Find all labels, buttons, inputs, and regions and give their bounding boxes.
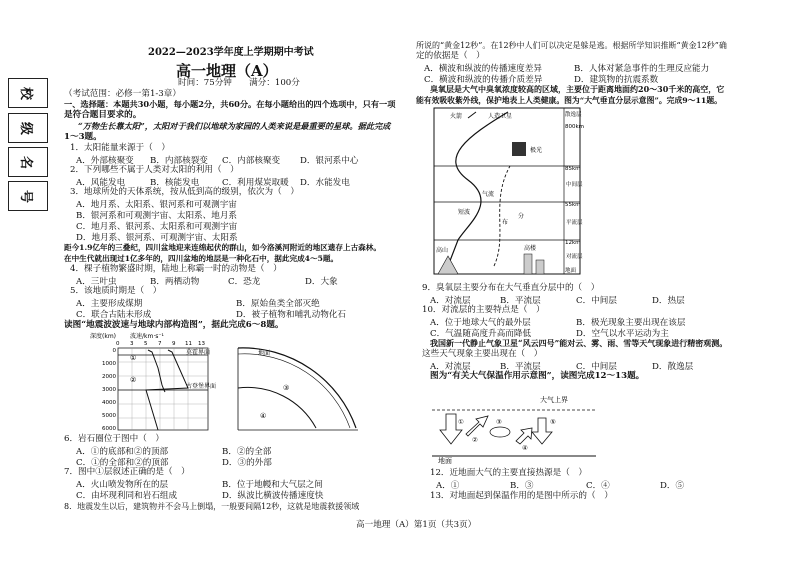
- label-rocket: 火箭: [450, 113, 463, 120]
- mountain-icon: [438, 256, 458, 274]
- q11-option-a[interactable]: A．对流层: [430, 362, 471, 372]
- layer-stratosphere: 平流层: [566, 220, 583, 226]
- q6-option-a[interactable]: A．①的底部和②的顶部: [76, 447, 169, 457]
- region-3: ③: [283, 384, 290, 392]
- q6-stem: 6．岩石圈位于图中（ ）: [64, 434, 164, 444]
- intro-q1-3-a: “万物生长靠太阳”，太阳对于我们以地球为家园的人类来说是最重要的星球。据此完成: [78, 121, 391, 131]
- x-tick: 13: [198, 341, 205, 347]
- q10-option-a[interactable]: A．位于地球大气的最外层: [430, 318, 531, 328]
- q10-option-d[interactable]: D．空气以水平运动为主: [576, 329, 669, 339]
- q2-option-b[interactable]: B．核能发电: [150, 178, 200, 188]
- region-4: ④: [260, 412, 267, 420]
- region-2: ②: [130, 376, 137, 384]
- q12-option-d[interactable]: D．⑤: [660, 481, 685, 491]
- q13-stem: 13．对地面起到保温作用的是图中所示的（ ）: [430, 491, 613, 501]
- q10-stem: 10．对流层的主要特点是（ ）: [422, 305, 545, 315]
- q5-stem: 5．该地质时期是（ ）: [70, 286, 162, 296]
- intro-q9-11-a: 臭氧层是大气中臭氧浓度较高的区域，主要位于距离地面约20～30千米的高空，它: [430, 84, 725, 94]
- q10-option-b[interactable]: B．极光现象主要出现在该层: [576, 318, 686, 328]
- q2-stem: 2．下列哪些不属于人类对太阳的利用（ ）: [70, 165, 239, 175]
- layer-troposphere: 对流层: [566, 254, 583, 260]
- side-label-name: 名: [8, 147, 48, 177]
- label-wave: 短波: [458, 209, 471, 216]
- chart-xlabel: 波速/km·s⁻¹: [130, 333, 164, 340]
- x-tick: 5: [144, 341, 148, 347]
- arrow-4: [532, 418, 552, 444]
- cloud-icon: [490, 427, 510, 437]
- q12-option-c[interactable]: C．④: [586, 481, 610, 491]
- label-atm-top: 大气上界: [540, 396, 568, 404]
- q8-option-c[interactable]: C．横波和纵波的传播介质差异: [424, 75, 543, 85]
- q10-option-c[interactable]: C．气温随高度升高而降低: [430, 329, 532, 339]
- q12-stem: 12．近地面大气的主要直接热源是（ ）: [430, 468, 588, 478]
- alt-12: 12km: [565, 240, 581, 246]
- y-tick: 6000: [102, 426, 116, 432]
- q3-option-a[interactable]: A．地月系、太阳系、银河系和可观测宇宙: [76, 200, 237, 210]
- aurora-box: [512, 142, 526, 156]
- q9-stem: 9．臭氧层主要分布在大气垂直分层中的（ ）: [422, 283, 600, 293]
- q2-option-d[interactable]: D．水能发电: [300, 178, 350, 188]
- label-n2: ②: [472, 436, 478, 444]
- q5-option-a[interactable]: A．主要形成煤期: [76, 299, 143, 309]
- chart-ylabel: 深度(km): [90, 333, 117, 340]
- region-1: ①: [130, 354, 137, 362]
- y-tick: 0: [112, 348, 116, 354]
- q8-option-d[interactable]: D．建筑物的抗震系数: [574, 75, 659, 85]
- page-footer: 高一地理（A）第1页（共3页）: [356, 520, 477, 530]
- exam-title: 2022—2023学年度上学期期中考试: [148, 47, 314, 58]
- chart-x-ticks: [116, 341, 205, 347]
- label-mountain: 高山: [436, 247, 449, 254]
- atmosphere-layers-diagram: [428, 106, 588, 278]
- label-aurora: 极光: [530, 147, 543, 154]
- q3-option-c[interactable]: C．地月系、银河系、太阳系和可观测宇宙: [76, 222, 238, 232]
- arrow-3: [516, 428, 532, 444]
- intro-q11-b: 这些天气现象主要出现在（ ）: [422, 349, 543, 359]
- intro-q1-3-b: 1～3题。: [64, 132, 102, 142]
- label-n5: ⑤: [550, 418, 556, 426]
- q6-option-c[interactable]: C．①的全部和②的顶部: [76, 458, 169, 468]
- label-n4: ④: [522, 444, 528, 452]
- q1-option-a[interactable]: A．外部核聚变: [76, 156, 134, 166]
- q8-option-a[interactable]: A．横波和纵波的传播速度差异: [424, 64, 542, 74]
- building-icon: [524, 254, 532, 274]
- intro-q9-11-b: 能有效吸收紫外线，保护地表上人类健康。图为“大气垂直分层示意图”。完成9～11题。: [416, 96, 722, 105]
- y-tick: 5000: [102, 413, 116, 419]
- q8-stem: 8．地震发生以后，建筑物并不会马上倒塌，一般要间隔12秒，这就是地震救援领域: [64, 502, 360, 511]
- q1-option-d[interactable]: D．银河系中心: [300, 156, 359, 166]
- label-ground-atm: 地面: [565, 268, 577, 274]
- q11-option-b[interactable]: B．平流层: [500, 362, 541, 372]
- chart-y-ticks: [102, 348, 117, 432]
- q3-option-b[interactable]: B．银河系和可观测宇宙、太阳系、地月系: [76, 211, 238, 221]
- temperature-curve: [448, 112, 508, 266]
- x-tick: 11: [185, 341, 192, 347]
- label-city: 高楼: [524, 245, 537, 252]
- x-tick: 7: [158, 341, 162, 347]
- layer-mesosphere: 中间层: [566, 182, 583, 188]
- y-tick: 3000: [102, 387, 116, 393]
- side-label-number: 号: [8, 181, 48, 211]
- q7-option-b[interactable]: B．位于地幔和大气层之间: [222, 480, 323, 490]
- q7-option-c[interactable]: C．由坏现利同和岩石组成: [76, 491, 178, 501]
- q7-option-d[interactable]: D．纵波比横波传播速度快: [222, 491, 324, 501]
- label-satellite: 人造卫星: [488, 113, 513, 120]
- q5-option-d[interactable]: D．被子植物和哺乳动物化石: [236, 310, 347, 320]
- q6-option-d[interactable]: D．③的外部: [222, 458, 272, 468]
- intro-q4-5-a: 距今1.9亿年的三叠纪，四川盆地迎来连绵起伏的群山，如今洛溪河附近的地区遗存上古森林。: [64, 243, 381, 252]
- label-gas: 气流: [482, 191, 495, 198]
- greenhouse-diagram: [428, 384, 598, 464]
- time-info: 时间：75分钟 满分：100分: [178, 78, 300, 88]
- label-n1: ①: [458, 418, 464, 426]
- q12-option-a[interactable]: A．①: [436, 481, 460, 491]
- label-exosphere: 散逸层: [565, 112, 582, 118]
- wave-line-s: [148, 350, 165, 392]
- q1-option-b[interactable]: B．内部核裂变: [150, 156, 208, 166]
- q5-option-b[interactable]: B．原始鱼类全部灭绝: [236, 299, 320, 309]
- q7-option-a[interactable]: A．火山喷发物所在的层: [76, 480, 169, 490]
- seismic-wave-chart: [88, 330, 388, 432]
- label-fen: 分: [518, 213, 525, 220]
- q2-option-c[interactable]: C．利用煤炭取暖: [222, 178, 289, 188]
- q4-stem: 4．棵子植物繁盛时期，陆地上称霸一时的动物是（ ）: [70, 264, 282, 274]
- intro-q11-a: 我国新一代静止气象卫星“风云四号”能对云、雾、雨、雪等天气现象进行精密观测。: [430, 338, 728, 348]
- q11-option-c[interactable]: C．中间层: [576, 362, 617, 372]
- q9-option-d[interactable]: D．热层: [652, 296, 685, 306]
- section1-intro-1: 一、选择题：本题共30小题，每小题2分，共60分。在每小题给出的四个选项中，只有一项: [64, 99, 396, 109]
- label-n3: ③: [496, 418, 502, 426]
- x-tick: 9: [172, 341, 176, 347]
- wave-path: [494, 166, 510, 266]
- y-tick: 1000: [102, 361, 116, 367]
- x-tick: 3: [130, 341, 134, 347]
- side-label-school: 校: [8, 78, 48, 108]
- label-dist: 布: [502, 219, 509, 226]
- label-gutenberg: 古登堡界面: [186, 383, 217, 390]
- section1-intro-2: 是符合题目要求的。: [64, 110, 142, 120]
- intro-q12-13: 图为“有关大气保温作用示意图”，读图完成12～13题。: [430, 371, 645, 381]
- q9-option-a[interactable]: A．对流层: [430, 296, 471, 306]
- surface-label: 地面: [258, 350, 271, 357]
- alt-85: 85km: [565, 166, 581, 172]
- q5-option-c[interactable]: C．联合古陆未形成: [76, 310, 152, 320]
- subject-title: 高一地理（A）: [176, 62, 278, 80]
- q4-option-c[interactable]: C．恐龙: [228, 277, 261, 287]
- intro-q4-5-b: 在中生代就出现过1亿多年的，四川盆地的地层是一种化石中，据此完成4～5题。: [64, 254, 339, 263]
- label-ground-gh: 地面: [438, 457, 452, 464]
- side-label-class: 级: [8, 113, 48, 143]
- q2-option-a[interactable]: A．风能发电: [76, 178, 126, 188]
- alt-800: 800km: [565, 124, 585, 130]
- q7-stem: 7．图中①层叙述正确的是（ ）: [64, 467, 190, 477]
- q4-option-a[interactable]: A．三叶虫: [76, 277, 117, 287]
- y-tick: 2000: [102, 374, 116, 380]
- label-moho: 莫霍界面: [186, 349, 211, 356]
- right-top-1: 所说的“黄金12秒”。在12秒中人们可以决定是躲是逃。根据所学知识推断“黄金12秒”确: [416, 41, 727, 50]
- exam-range: （考试范围：必修一第1-3章）: [64, 89, 181, 99]
- q3-option-d[interactable]: D．地月系、银河系、可观测宇宙、太阳系: [76, 233, 238, 243]
- q12-option-b[interactable]: B．③: [510, 481, 534, 491]
- q3-stem: 3．地球所处的天体系统，按从低到高的级别，依次为（ ）: [70, 187, 299, 197]
- q1-stem: 1．太阳能量来源于（ ）: [70, 143, 170, 153]
- arrow-2: [466, 416, 488, 436]
- q9-option-b[interactable]: B．平流层: [500, 296, 541, 306]
- right-top-2: 定的依据是（ ）: [416, 51, 485, 61]
- q4-option-d[interactable]: D．大象: [305, 277, 338, 287]
- q8-option-b[interactable]: B．人体对紧急事件的生理反应能力: [574, 64, 710, 74]
- x-tick: 0: [116, 341, 120, 347]
- q6-option-b[interactable]: B．②的全部: [222, 447, 272, 457]
- q4-option-b[interactable]: B．两栖动物: [150, 277, 200, 287]
- intro-q6-8: 读图“地震波波速与地球内部构造图”，据此完成6～8题。: [64, 320, 284, 330]
- q1-option-c[interactable]: C．内部核聚变: [222, 156, 281, 166]
- y-tick: 4000: [102, 400, 116, 406]
- q9-option-c[interactable]: C．中间层: [576, 296, 617, 306]
- q11-option-d[interactable]: D．散逸层: [652, 362, 694, 372]
- alt-55: 55km: [565, 202, 581, 208]
